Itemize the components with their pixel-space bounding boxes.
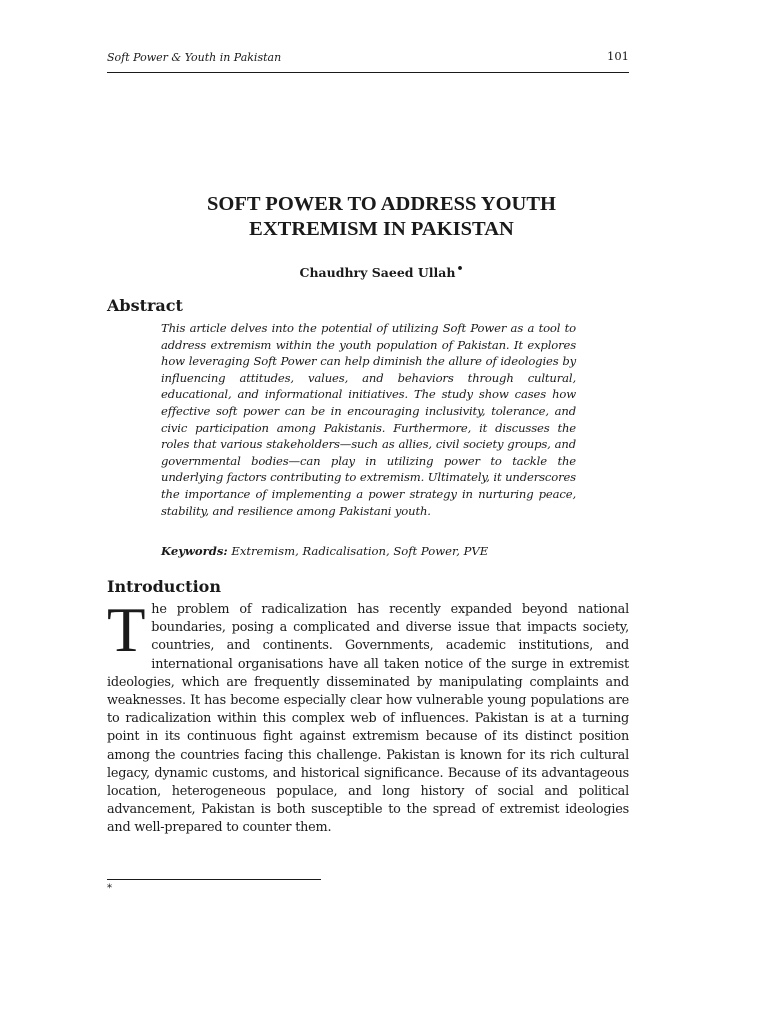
author-line [107,262,656,280]
author-name: Chaudhry Saeed Ullah [299,265,456,280]
author-footnote-mark: • [456,262,464,275]
article-title [107,192,656,242]
page-number: 101 [607,49,629,63]
introduction-text: he problem of radicalization has recently expanded beyond national boundaries, posing a complicated and diverse issue that impacts society, countries, and continents. Governments, academic institutions, and international organisations have all taken notice of the surge in extremist ideologies, which are frequently disseminated by manipulating complaints and weaknesses. It has become especially clear how vulnerable young populations are to radicalization within this complex web of influences. Pakistan is at a turning point in its continuous fight against extremism because of its distinct position among the countries facing this challenge. Pakistan is known for its rich cultural legacy, dynamic customs, and historical significance. Because of its advantageous location, heterogeneous populace, and long history of social and political advancement, Pakistan is both susceptible to the spread of extremist ideologies and well-prepared to counter them. [107,602,629,836]
abstract-heading: Abstract [107,296,183,315]
drop-cap: T [107,595,146,665]
running-title: Soft Power & Youth in Pakistan [107,51,282,64]
introduction-heading: Introduction [107,577,221,596]
keywords-line [161,543,576,560]
article-title-line: SOFT POWER TO ADDRESS YOUTH [207,193,556,215]
keywords-label: Keywords: [161,544,228,558]
keywords-list: Extremism, Radicalisation, Soft Power, PVE [231,544,489,558]
footnote-divider [107,879,321,880]
running-header [107,50,629,73]
footnote-mark: * [107,883,112,894]
abstract-body: This article delves into the potential of utilizing Soft Power as a tool to address extremism within the youth population of Pakistan. It explores how leveraging Soft Power can help diminish the allure of ideologies by influencing attitudes, values, and behaviors through cultural, educational, and informational initiatives. The study show cases how effective soft power can be in encouraging inclusivity, tolerance, and civic participation among Pakistanis. Furthermore, it discusses the roles that various stakeholders—such as allies, civil society groups, and governmental bodies—can play in utilizing power to tackle the underlying factors contributing to extremism. Ultimately, it underscores the importance of implementing a power strategy in nurturing peace, stability, and resilience among Pakistani youth. [161,321,576,518]
introduction-body [107,595,629,838]
article-title-line: EXTREMISM IN PAKISTAN [249,218,514,240]
